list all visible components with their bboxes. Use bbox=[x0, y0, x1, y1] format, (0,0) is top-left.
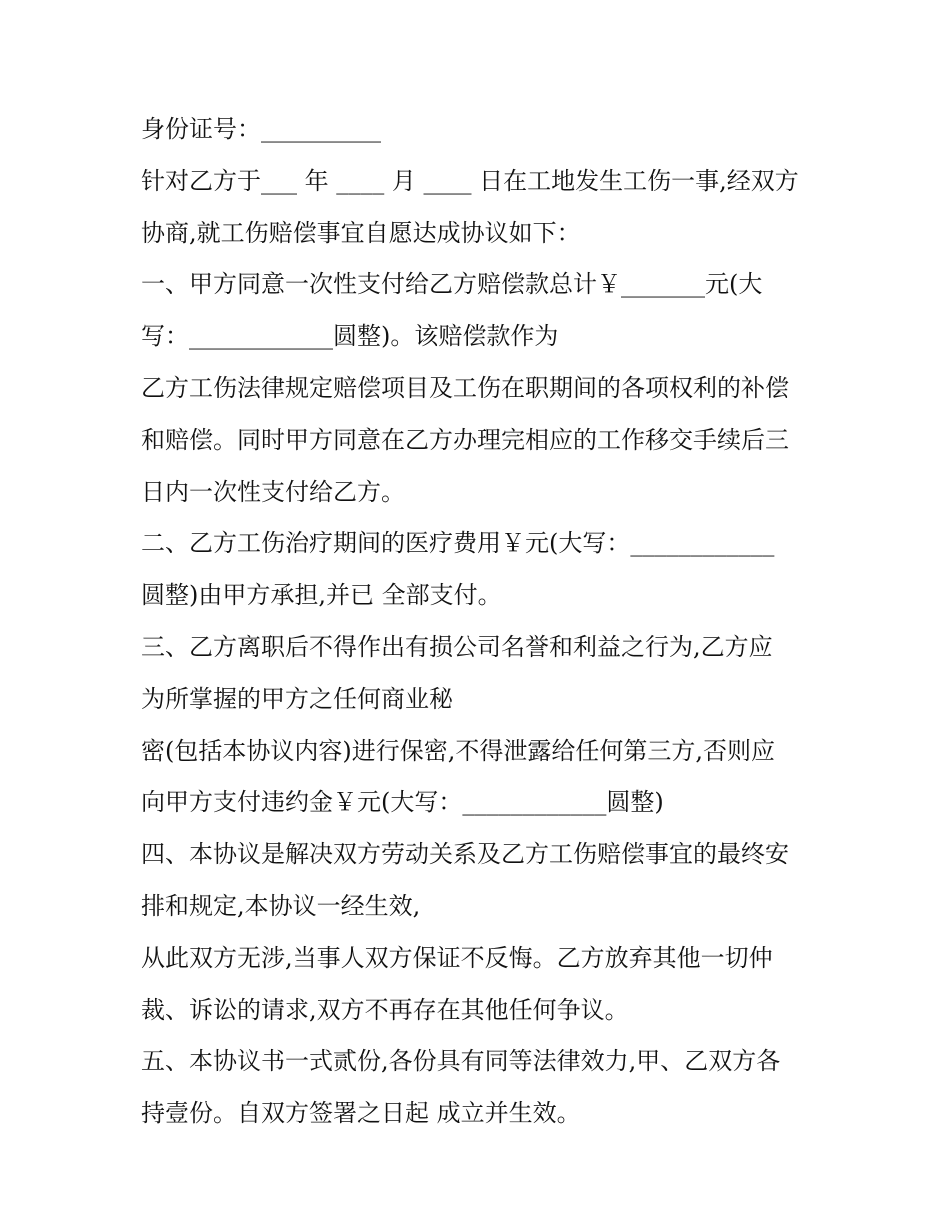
id-number-line: 身份证号：__________ bbox=[141, 115, 381, 143]
clause-4-line-3: 从此双方无涉,当事人双方保证不反悔。乙方放弃其他一切仲 bbox=[141, 943, 773, 972]
clause-3-line-2: 为所掌握的甲方之任何商业秘 bbox=[141, 684, 453, 713]
clause-2-line-1: 二、乙方工伤治疗期间的医疗费用￥元(大写：____________ bbox=[141, 529, 775, 558]
clause-3-line-1: 三、乙方离职后不得作出有损公司名誉和利益之行为,乙方应 bbox=[141, 632, 773, 661]
clause-1-line-2: 写：____________圆整)。该赔偿款作为 bbox=[141, 322, 559, 351]
agreement-body bbox=[141, 104, 821, 1140]
clause-1-line-5: 日内一次性支付给乙方。 bbox=[141, 477, 405, 506]
clause-2-line-2: 圆整)由甲方承担,并已 全部支付。 bbox=[141, 581, 502, 610]
clause-4-line-4: 裁、诉讼的请求,双方不再存在其他任何争议。 bbox=[141, 995, 629, 1024]
clause-1-line-1: 一、甲方同意一次性支付给乙方赔偿款总计￥_______元(大 bbox=[141, 270, 763, 299]
intro-line-1: 针对乙方于___ 年 ____ 月 ____ 日在工地发生工伤一事,经双方 bbox=[141, 166, 799, 195]
clause-4-line-1: 四、本协议是解决双方劳动关系及乙方工伤赔偿事宜的最终安 bbox=[141, 840, 789, 869]
clause-1-line-3: 乙方工伤法律规定赔偿项目及工伤在职期间的各项权利的补偿 bbox=[141, 373, 789, 402]
clause-5-line-1: 五、本协议书一式贰份,各份具有同等法律效力,甲、乙双方各 bbox=[141, 1047, 781, 1076]
clause-4-line-2: 排和规定,本协议一经生效, bbox=[141, 891, 421, 920]
clause-5-line-2: 持壹份。自双方签署之日起 成立并生效。 bbox=[141, 1099, 581, 1128]
intro-line-2: 协商,就工伤赔偿事宜自愿达成协议如下： bbox=[141, 218, 581, 247]
clause-1-line-4: 和赔偿。同时甲方同意在乙方办理完相应的工作移交手续后三 bbox=[141, 425, 789, 454]
clause-3-line-4: 向甲方支付违约金￥元(大写：____________圆整) bbox=[141, 788, 664, 817]
clause-3-line-3: 密(包括本协议内容)进行保密,不得泄露给任何第三方,否则应 bbox=[141, 736, 775, 765]
